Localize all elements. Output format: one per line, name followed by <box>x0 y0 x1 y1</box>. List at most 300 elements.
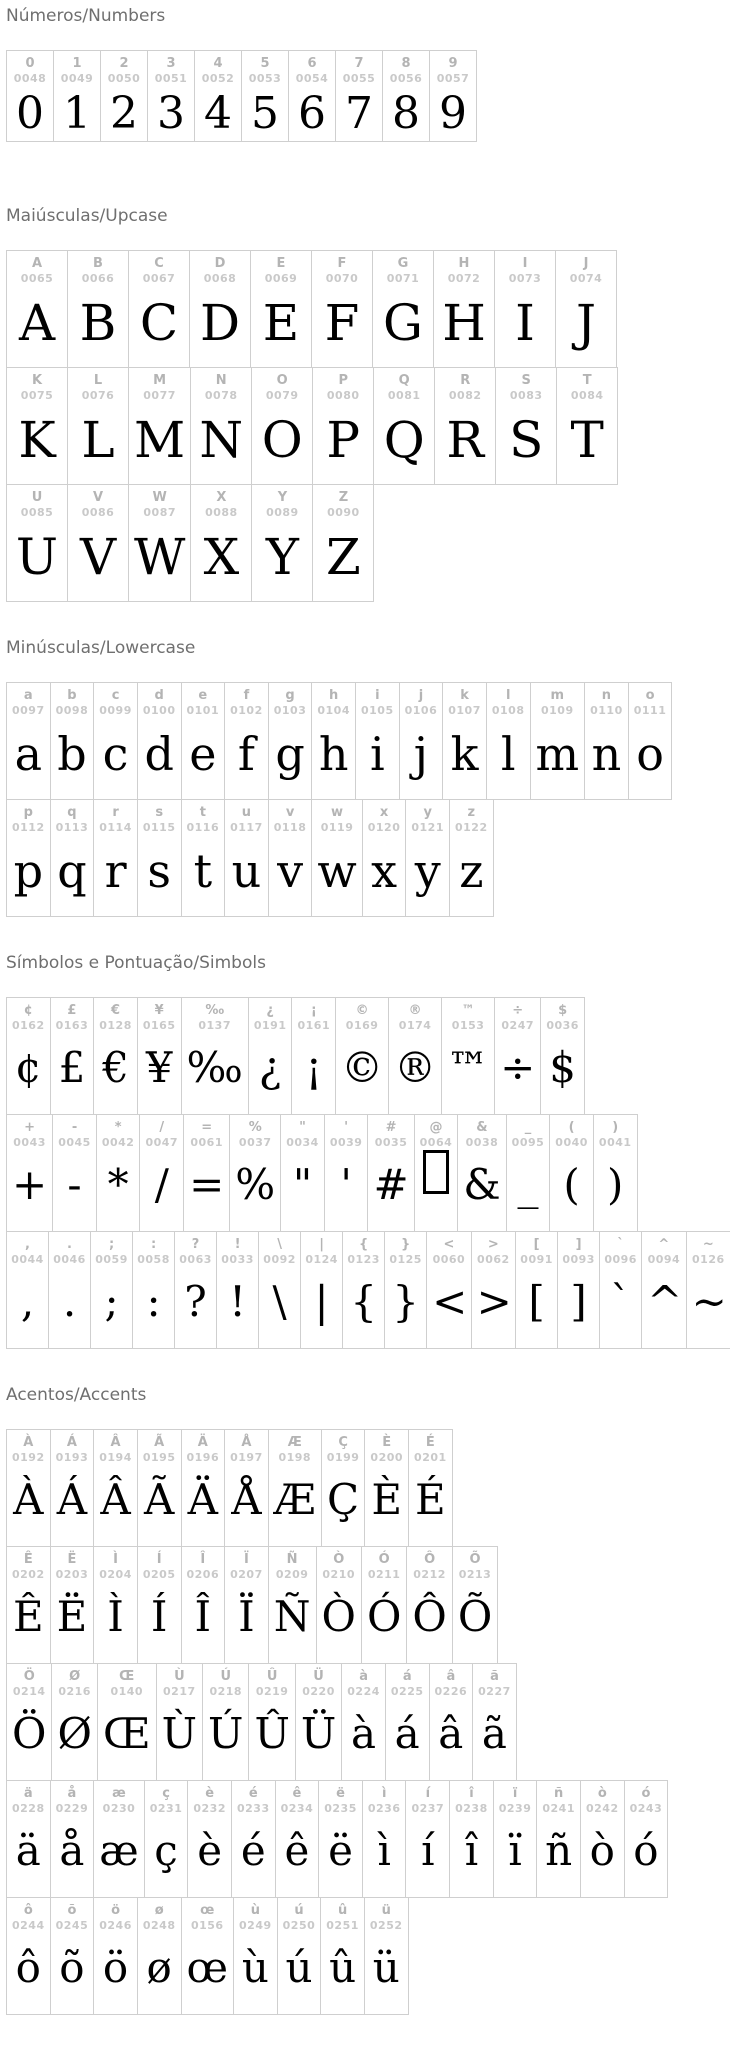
glyph-area <box>257 403 307 484</box>
glyph-cell <box>372 250 434 368</box>
cell-code: 0114 <box>99 821 132 834</box>
cell-glyph: v <box>277 844 304 898</box>
cell-code: 0092 <box>263 1253 296 1266</box>
cell-char-label: É <box>425 1435 435 1450</box>
glyph-area <box>239 1933 272 2014</box>
glyph-area <box>306 1267 337 1348</box>
glyph-area <box>435 86 471 142</box>
cell-char-label: ' <box>344 1120 349 1135</box>
glyph-cell <box>268 799 313 917</box>
cell-code: 0202 <box>12 1568 45 1581</box>
glyph-cell <box>549 1114 594 1232</box>
cell-char-label: ¥ <box>154 1003 164 1018</box>
cell-char-label: ¡ <box>310 1003 317 1018</box>
cell-glyph: D <box>199 294 241 352</box>
glyph-area <box>12 520 62 601</box>
glyph-area <box>630 1816 663 1897</box>
cell-code: 0052 <box>201 72 235 85</box>
glyph-area <box>230 835 263 916</box>
glyph-area <box>256 286 306 367</box>
cell-glyph: Ö <box>12 1709 47 1758</box>
cell-code: 0239 <box>498 1802 532 1815</box>
cell-char-label: Ó <box>378 1552 390 1567</box>
cell-code: 0242 <box>585 1802 619 1815</box>
cell-glyph: b <box>57 727 87 781</box>
cell-code: 0056 <box>389 72 423 85</box>
charmap-table <box>6 682 730 917</box>
cell-glyph: 6 <box>298 88 326 139</box>
glyph-area <box>56 1465 89 1546</box>
glyph-area <box>634 718 667 799</box>
cell-code: 0200 <box>370 1451 404 1464</box>
glyph-area <box>301 1699 336 1780</box>
glyph-area <box>264 1267 295 1348</box>
glyph-area <box>390 1267 421 1348</box>
cell-code: 0042 <box>101 1136 135 1149</box>
cell-char-label: b <box>67 688 77 703</box>
glyph-area <box>368 1816 401 1897</box>
cell-char-label: ë <box>336 1786 345 1801</box>
cell-char-label: ! <box>234 1237 241 1252</box>
glyph-area <box>189 1150 224 1231</box>
glyph-area <box>187 1033 243 1114</box>
glyph-cell <box>342 1231 385 1349</box>
cell-glyph: © <box>341 1043 384 1092</box>
cell-glyph: m <box>535 727 580 781</box>
cell-glyph: Ó <box>366 1592 402 1641</box>
glyph-cell <box>67 484 129 602</box>
cell-glyph: p <box>13 844 44 898</box>
cell-glyph: O <box>261 411 303 469</box>
cell-char-label: d <box>154 688 164 703</box>
cell-glyph: ^ <box>647 1277 683 1326</box>
glyph-area <box>512 1150 545 1231</box>
cell-code: 0124 <box>305 1253 338 1266</box>
cell-glyph: ¢ <box>14 1043 42 1092</box>
cell-code: 0203 <box>55 1568 89 1581</box>
cell-glyph: H <box>442 294 486 352</box>
cell-char-label: F <box>337 256 347 271</box>
cell-glyph: æ <box>99 1826 139 1875</box>
glyph-cell <box>231 1780 276 1898</box>
cell-glyph: e <box>189 727 217 781</box>
charmap-table <box>6 250 730 602</box>
charmap-row <box>6 1897 730 2015</box>
cell-glyph: I <box>515 294 535 352</box>
cell-code: 0055 <box>342 72 376 85</box>
cell-glyph: . <box>62 1277 77 1326</box>
cell-glyph: o <box>636 727 664 781</box>
glyph-area <box>153 86 189 142</box>
cell-code: 0097 <box>12 704 45 717</box>
glyph-cell <box>471 1231 516 1349</box>
cell-char-label: Ã <box>154 1435 165 1450</box>
glyph-area <box>492 718 525 799</box>
glyph-area <box>235 1150 275 1231</box>
cell-glyph: Ü <box>300 1709 337 1758</box>
glyph-cell <box>6 1231 49 1349</box>
cell-char-label: Õ <box>469 1552 481 1567</box>
glyph-area <box>546 1033 579 1114</box>
cell-code: 0105 <box>361 704 394 717</box>
glyph-area <box>102 1150 135 1231</box>
glyph-area <box>187 1933 229 2014</box>
glyph-area <box>254 1033 287 1114</box>
glyph-cell <box>258 1231 301 1349</box>
cell-glyph: Ø <box>57 1709 92 1758</box>
cell-code: 0211 <box>367 1568 401 1581</box>
glyph-cell <box>555 250 617 368</box>
cell-code: 0064 <box>419 1136 453 1149</box>
cell-glyph: ÷ <box>500 1043 536 1092</box>
glyph-area <box>412 1582 446 1663</box>
glyph-cell <box>6 1780 51 1898</box>
glyph-area <box>500 1033 535 1114</box>
glyph-cell <box>686 1231 730 1349</box>
cell-code: 0033 <box>221 1253 254 1266</box>
cell-char-label: ì <box>381 1786 387 1801</box>
cell-code: 0040 <box>555 1136 588 1149</box>
cell-char-label: È <box>382 1435 392 1450</box>
glyph-area <box>286 1150 319 1231</box>
charmap-row <box>6 682 730 800</box>
glyph-area <box>99 1465 132 1546</box>
cell-code: 0161 <box>297 1019 331 1032</box>
cell-glyph: K <box>18 411 56 469</box>
glyph-cell <box>248 1663 295 1781</box>
cell-code: 0051 <box>154 72 188 85</box>
glyph-cell <box>137 997 182 1115</box>
cell-char-label: Ù <box>174 1669 185 1684</box>
glyph-cell <box>449 1780 494 1898</box>
glyph-cell <box>295 1663 342 1781</box>
cell-glyph: Ê <box>12 1592 44 1641</box>
cell-char-label: Ñ <box>286 1552 298 1567</box>
glyph-cell <box>128 367 191 485</box>
cell-char-label: _ <box>524 1120 532 1135</box>
cell-glyph: ô <box>15 1943 41 1992</box>
cell-char-label: Ü <box>313 1669 324 1684</box>
cell-char-label: 5 <box>260 56 270 71</box>
charmap-table <box>6 50 730 142</box>
cell-char-label: ä <box>23 1786 33 1801</box>
glyph-area <box>257 520 307 601</box>
glyph-area <box>348 1267 379 1348</box>
glyph-cell <box>224 1546 269 1664</box>
cell-code: 0102 <box>230 704 263 717</box>
glyph-cell <box>93 1429 138 1547</box>
glyph-area <box>478 1699 511 1780</box>
glyph-area <box>99 1933 132 2014</box>
glyph-area <box>455 835 488 916</box>
cell-code: 0194 <box>99 1451 132 1464</box>
cell-char-label: ô <box>23 1903 33 1918</box>
cell-char-label: á <box>402 1669 412 1684</box>
charmap-row <box>6 250 730 368</box>
cell-glyph: à <box>351 1709 377 1758</box>
cell-code: 0050 <box>107 72 141 85</box>
glyph-area <box>237 1816 270 1897</box>
cell-glyph: 9 <box>439 88 467 139</box>
cell-char-label: C <box>154 256 164 271</box>
glyph-area <box>318 403 368 484</box>
cell-char-label: i <box>375 688 380 703</box>
cell-glyph: 1 <box>63 88 91 139</box>
glyph-area <box>59 86 95 142</box>
cell-char-label: à <box>359 1669 368 1684</box>
cell-glyph: â <box>438 1709 464 1758</box>
cell-glyph: 4 <box>204 88 232 139</box>
cell-code: 0049 <box>60 72 94 85</box>
charmap-row <box>6 484 730 602</box>
cell-char-label: 1 <box>72 56 82 71</box>
cell-char-label: ñ <box>554 1786 564 1801</box>
cell-glyph: + <box>12 1160 48 1209</box>
glyph-cell <box>137 1897 182 2015</box>
cell-code: 0080 <box>326 389 360 402</box>
cell-glyph: W <box>134 528 186 586</box>
glyph-area <box>317 286 367 367</box>
cell-code: 0070 <box>325 272 359 285</box>
charmap-row <box>6 1546 730 1664</box>
cell-code: 0196 <box>186 1451 220 1464</box>
glyph-cell <box>268 1546 317 1664</box>
cell-code: 0100 <box>142 704 176 717</box>
glyph-area <box>138 1267 169 1348</box>
glyph-cell <box>275 1780 320 1898</box>
cell-code: 0126 <box>692 1253 725 1266</box>
cell-char-label: å <box>67 1786 77 1801</box>
cell-code: 0066 <box>81 272 115 285</box>
cell-glyph: ? <box>184 1277 207 1326</box>
glyph-cell <box>132 1231 175 1349</box>
cell-char-label: T <box>582 373 592 388</box>
cell-glyph: É <box>415 1475 446 1524</box>
glyph-cell <box>251 367 313 485</box>
section-numbers <box>6 6 730 142</box>
cell-glyph: ã <box>481 1709 507 1758</box>
cell-glyph: å <box>59 1826 85 1875</box>
glyph-cell <box>93 997 138 1115</box>
cell-code: 0077 <box>143 389 176 402</box>
glyph-cell <box>495 367 557 485</box>
cell-code: 0236 <box>367 1802 401 1815</box>
cell-glyph: x <box>371 844 398 898</box>
section-uppercase <box>6 206 730 602</box>
glyph-cell <box>50 682 95 800</box>
cell-code: 0085 <box>20 506 54 519</box>
cell-glyph: / <box>154 1160 169 1209</box>
glyph-cell <box>241 50 289 142</box>
glyph-cell <box>6 1663 52 1781</box>
cell-char-label: ^ <box>658 1237 670 1252</box>
glyph-area <box>555 1150 588 1231</box>
glyph-area <box>274 1465 316 1546</box>
glyph-area <box>56 1033 89 1114</box>
glyph-area <box>370 1465 403 1546</box>
cell-char-label: # <box>385 1120 397 1135</box>
glyph-cell <box>6 997 51 1115</box>
cell-code: 0096 <box>604 1253 637 1266</box>
cell-code: 0087 <box>143 506 177 519</box>
cell-glyph: õ <box>59 1943 85 1992</box>
cell-glyph: Ì <box>107 1592 124 1641</box>
glyph-area <box>274 835 307 916</box>
glyph-cell <box>361 1546 407 1664</box>
cell-code: 0109 <box>541 704 574 717</box>
glyph-area <box>420 1150 453 1231</box>
cell-glyph: % <box>235 1160 276 1209</box>
cell-code: 0206 <box>186 1568 220 1581</box>
cell-code: 0083 <box>509 389 543 402</box>
cell-code: 0059 <box>95 1253 128 1266</box>
glyph-area <box>477 1267 510 1348</box>
glyph-cell <box>311 250 373 368</box>
glyph-cell <box>530 682 586 800</box>
cell-code: 0112 <box>12 821 45 834</box>
cell-glyph: Õ <box>457 1592 493 1641</box>
glyph-cell <box>187 1780 232 1898</box>
cell-code: 0058 <box>137 1253 170 1266</box>
cell-char-label: ] <box>575 1237 582 1252</box>
cell-glyph: ¥ <box>145 1043 173 1092</box>
glyph-area <box>150 1816 183 1897</box>
glyph-cell <box>248 997 293 1115</box>
cell-glyph: = <box>189 1160 225 1209</box>
glyph-area <box>143 1582 176 1663</box>
cell-char-label: Ö <box>23 1669 35 1684</box>
glyph-cell <box>556 367 618 485</box>
cell-char-label: % <box>248 1120 262 1135</box>
cell-char-label: Ë <box>67 1552 77 1567</box>
cell-glyph: C <box>139 294 179 352</box>
glyph-cell <box>599 1231 642 1349</box>
glyph-area <box>414 1465 447 1546</box>
cell-char-label: Ê <box>23 1552 33 1567</box>
glyph-cell <box>53 50 101 142</box>
cell-glyph: ñ <box>545 1826 573 1875</box>
glyph-area <box>317 718 350 799</box>
cell-glyph: ' <box>340 1160 352 1209</box>
glyph-area <box>501 403 551 484</box>
glyph-area <box>405 718 438 799</box>
glyph-cell <box>434 367 496 485</box>
glyph-cell <box>405 799 450 917</box>
glyph-cell <box>624 1780 669 1898</box>
glyph-cell <box>6 1114 53 1232</box>
glyph-cell <box>96 1114 141 1232</box>
glyph-area <box>73 520 123 601</box>
cell-code: 0082 <box>448 389 482 402</box>
section-title: Minúsculas/Lowercase <box>6 638 196 658</box>
cell-code: 0199 <box>326 1451 360 1464</box>
glyph-cell <box>493 1780 538 1898</box>
cell-char-label: = <box>201 1120 213 1135</box>
cell-glyph: N <box>199 411 244 469</box>
glyph-area <box>56 718 89 799</box>
glyph-cell <box>362 799 407 917</box>
cell-glyph: s <box>147 844 171 898</box>
cell-glyph: r <box>104 844 127 898</box>
cell-char-label: 2 <box>119 56 129 71</box>
glyph-cell <box>137 682 182 800</box>
cell-glyph: ì <box>377 1826 391 1875</box>
cell-char-label: é <box>248 1786 258 1801</box>
cell-glyph: # <box>373 1160 409 1209</box>
cell-glyph: S <box>509 411 544 469</box>
cell-char-label: è <box>205 1786 215 1801</box>
glyph-area <box>96 1267 127 1348</box>
cell-code: 0118 <box>273 821 307 834</box>
cell-char-label: . <box>67 1237 72 1252</box>
cell-glyph: : <box>146 1277 161 1326</box>
glyph-cell <box>580 1780 625 1898</box>
cell-glyph: ( <box>563 1160 580 1209</box>
glyph-cell <box>250 250 312 368</box>
glyph-area <box>73 403 123 484</box>
glyph-cell <box>515 1231 558 1349</box>
cell-code: 0108 <box>491 704 525 717</box>
glyph-area <box>56 1582 89 1663</box>
glyph-area <box>134 403 185 484</box>
section-symbols <box>6 953 730 1349</box>
charmap-row <box>6 1663 730 1781</box>
glyph-area <box>56 1933 89 2014</box>
glyph-area <box>341 86 377 142</box>
cell-code: 0217 <box>163 1685 196 1698</box>
cell-code: 0116 <box>186 821 220 834</box>
cell-glyph: è <box>197 1826 223 1875</box>
glyph-cell <box>367 1114 414 1232</box>
glyph-area <box>283 1933 316 2014</box>
cell-char-label: < <box>443 1237 455 1252</box>
cell-glyph: R <box>446 411 485 469</box>
cell-code: 0101 <box>186 704 220 717</box>
cell-code: 0088 <box>205 506 238 519</box>
cell-char-label: > <box>487 1237 499 1252</box>
cell-char-label: o <box>645 688 655 703</box>
cell-char-label: ~ <box>702 1237 714 1252</box>
glyph-cell <box>139 1114 184 1232</box>
cell-char-label: ; <box>108 1237 115 1252</box>
cell-code: 0099 <box>99 704 132 717</box>
glyph-cell <box>6 484 68 602</box>
cell-code: 0041 <box>598 1136 632 1149</box>
glyph-area <box>463 1150 500 1231</box>
cell-code: 0245 <box>55 1919 89 1932</box>
glyph-cell <box>316 1546 362 1664</box>
cell-code: 0044 <box>11 1253 44 1266</box>
cell-code: 0079 <box>265 389 299 402</box>
cell-glyph: ™ <box>447 1043 490 1092</box>
cell-code: 0078 <box>204 389 238 402</box>
cell-char-label: ü <box>381 1903 391 1918</box>
glyph-area <box>599 1150 632 1231</box>
cell-char-label: K <box>31 373 43 388</box>
glyph-cell <box>229 1114 281 1232</box>
cell-char-label: j <box>418 688 424 703</box>
cell-code: 0054 <box>295 72 329 85</box>
charmap-row <box>6 1780 730 1898</box>
cell-char-label: B <box>93 256 103 271</box>
glyph-area <box>57 1699 91 1780</box>
cell-glyph: V <box>79 528 117 586</box>
glyph-area <box>230 1465 263 1546</box>
cell-code: 0076 <box>81 389 115 402</box>
cell-code: 0156 <box>190 1919 224 1932</box>
cell-char-label: / <box>159 1120 165 1135</box>
cell-char-label: y <box>423 805 432 820</box>
